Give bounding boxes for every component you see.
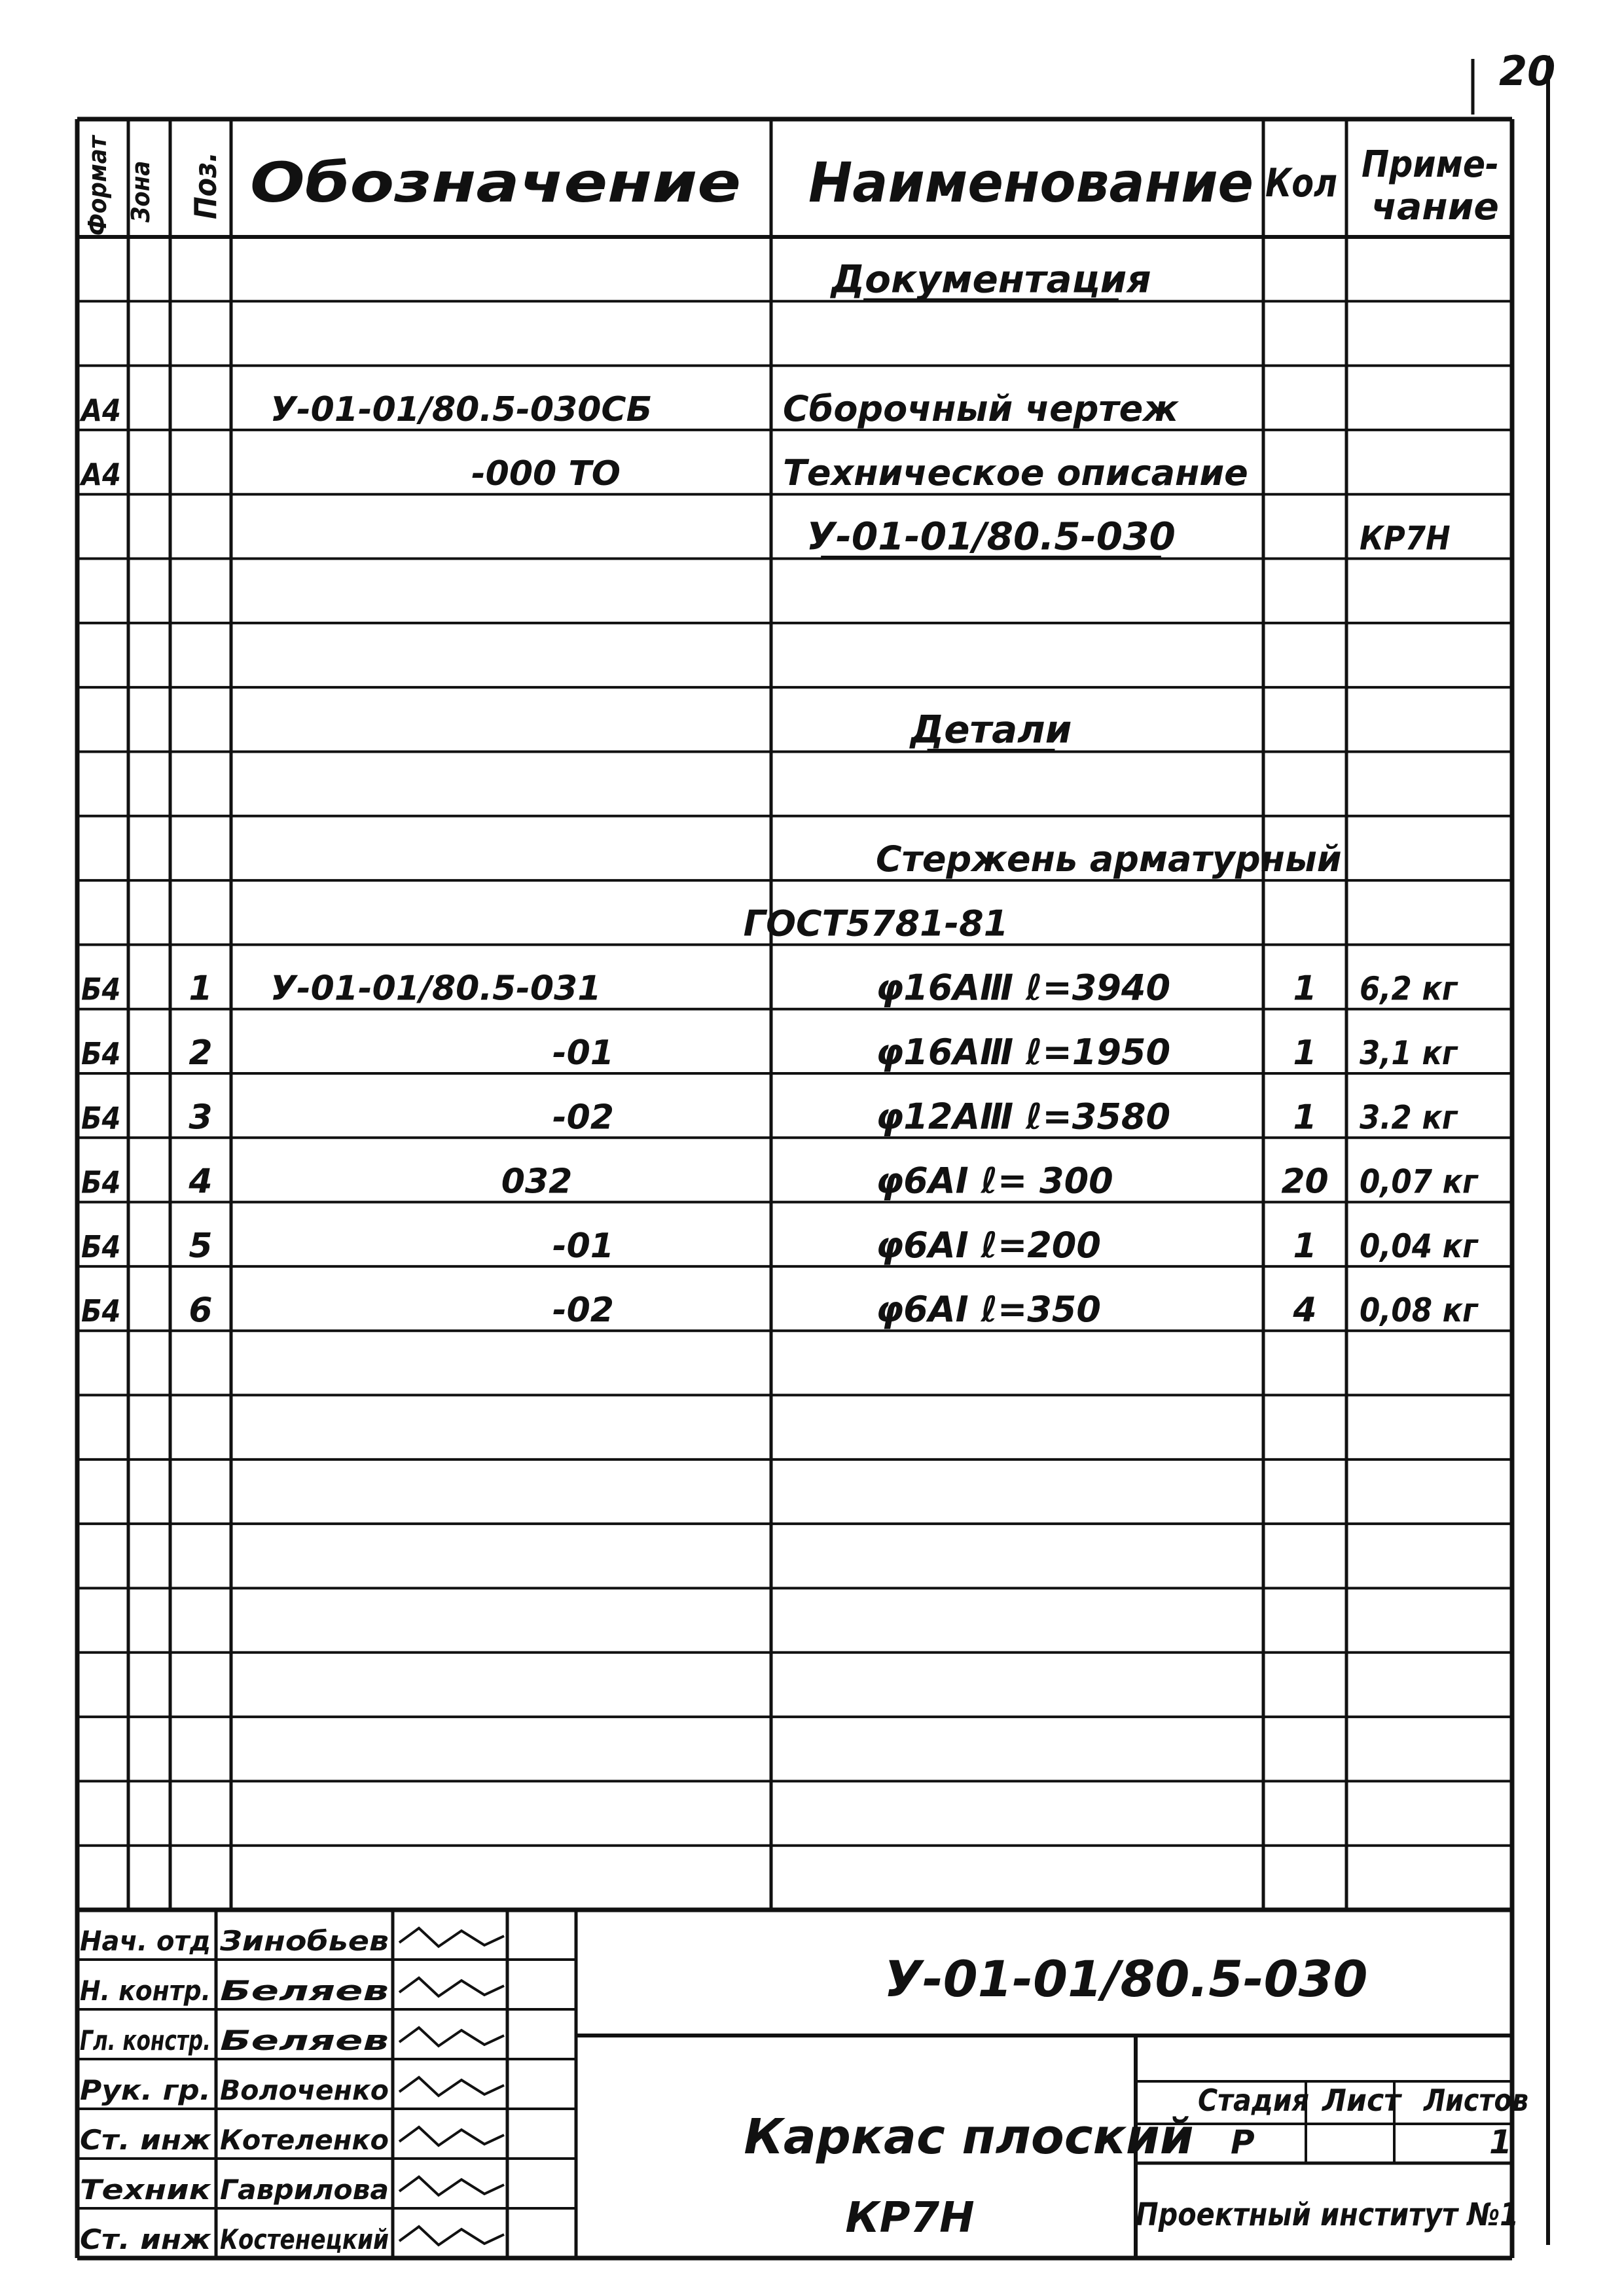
cell-pos: 3 xyxy=(189,1098,213,1138)
cell-name: φ6АⅠ ℓ=350 xyxy=(876,1289,1101,1331)
cell-designation: 032 xyxy=(501,1162,573,1202)
cell-qty: 1 xyxy=(1293,1033,1317,1073)
handwritten-signature xyxy=(399,2028,504,2046)
cell-name: У-01-01/80.5-030 xyxy=(806,514,1176,559)
cell-name: Детали xyxy=(910,707,1072,752)
handwritten-signature xyxy=(399,2077,504,2096)
cell-designation: -01 xyxy=(552,1033,614,1073)
cell-name: Документация xyxy=(831,257,1151,302)
handwritten-signature xyxy=(399,2177,504,2195)
cell-note: 0,04 кг xyxy=(1360,1227,1478,1265)
table-header xyxy=(83,134,1499,236)
doc-code: У-01-01/80.5-030 xyxy=(884,1950,1368,2008)
signature-name: Котеленко xyxy=(220,2124,389,2156)
signature-role: Ст. инж xyxy=(80,2223,212,2255)
signature-role: Техник xyxy=(80,2174,212,2206)
signature-name: Беляев xyxy=(220,1975,389,2007)
signature-name: Гаврилова xyxy=(220,2174,389,2206)
cell-qty: 1 xyxy=(1293,1098,1317,1138)
header-note-line2: чание xyxy=(1371,186,1499,228)
handwritten-signature xyxy=(399,2127,504,2145)
sheet-label: Лист xyxy=(1320,2083,1403,2118)
table-body xyxy=(79,257,1479,1330)
header-qty: Кол xyxy=(1265,160,1337,206)
cell-format: Б4 xyxy=(81,1229,121,1265)
header-name: Наименование xyxy=(808,151,1254,215)
header-pos: Поз. xyxy=(188,152,223,219)
cell-pos: 1 xyxy=(189,969,213,1009)
cell-pos: 2 xyxy=(189,1033,213,1073)
cell-format: Б4 xyxy=(81,971,121,1007)
header-designation: Обозначение xyxy=(250,151,741,215)
cell-designation: У-01-01/80.5-030СБ xyxy=(270,389,653,429)
cell-pos: 6 xyxy=(189,1291,213,1331)
handwritten-signature xyxy=(399,1928,504,1946)
signature-role: Рук. гр. xyxy=(80,2074,211,2106)
cell-name: φ6АⅠ ℓ=200 xyxy=(876,1224,1101,1266)
cell-note: 0,08 кг xyxy=(1360,1291,1478,1330)
cell-format: Б4 xyxy=(81,1164,121,1200)
cell-name: φ6АⅠ ℓ= 300 xyxy=(876,1160,1113,1202)
cell-format: Б4 xyxy=(81,1036,121,1071)
cell-name: φ16АⅢ ℓ=1950 xyxy=(876,1031,1171,1073)
cell-designation: -000 ТО xyxy=(471,454,621,494)
cell-format: Б4 xyxy=(81,1293,121,1329)
title-line1: Каркас плоский xyxy=(744,2109,1194,2165)
cell-name: φ12АⅢ ℓ=3580 xyxy=(876,1096,1171,1138)
signature-name: Беляев xyxy=(220,2024,389,2056)
cell-qty: 4 xyxy=(1293,1291,1317,1331)
cell-qty: 1 xyxy=(1293,969,1317,1009)
cell-qty: 1 xyxy=(1293,1226,1317,1266)
cell-name: Стержень арматурный xyxy=(876,838,1342,880)
signature-name: Волоченко xyxy=(220,2074,389,2106)
handwritten-signature xyxy=(399,2227,504,2245)
cell-name: Техническое описание xyxy=(783,452,1248,494)
organization: Проектный институт №1 xyxy=(1136,2197,1519,2233)
signature-name: Зинобьев xyxy=(220,1925,389,1957)
cell-name: Сборочный чертеж xyxy=(783,387,1179,429)
title-line2: КР7Н xyxy=(845,2194,975,2242)
cell-note: 3,1 кг xyxy=(1360,1034,1458,1072)
signature-role: Гл. констр. xyxy=(80,2024,211,2056)
header-format: Формат xyxy=(83,135,112,236)
header-note-line1: Приме- xyxy=(1362,143,1499,186)
handwritten-signature xyxy=(399,1978,504,1996)
signature-role: Ст. инж xyxy=(80,2124,212,2156)
signature-role: Н. контр. xyxy=(80,1975,211,2007)
stage-value: Р xyxy=(1231,2123,1255,2161)
cell-pos: 5 xyxy=(189,1226,213,1266)
cell-format: А4 xyxy=(81,457,121,493)
stage-label: Стадия xyxy=(1198,2083,1309,2118)
page-number: 20 xyxy=(1499,47,1556,95)
sheets-value: 1 xyxy=(1489,2123,1512,2161)
cell-designation: -02 xyxy=(552,1098,614,1138)
cell-name: ГОСТ5781-81 xyxy=(743,903,1009,944)
cell-pos: 4 xyxy=(189,1162,213,1202)
signature-list xyxy=(80,1925,504,2255)
cell-designation: У-01-01/80.5-031 xyxy=(270,969,602,1009)
cell-note: 3.2 кг xyxy=(1360,1098,1458,1137)
cell-note: КР7Н xyxy=(1360,519,1451,558)
cell-designation: -01 xyxy=(552,1226,614,1266)
header-zone: Зона xyxy=(126,160,155,223)
cell-format: А4 xyxy=(81,392,121,428)
signature-name: Костенецкий xyxy=(220,2223,389,2255)
signature-role: Нач. отд xyxy=(80,1925,211,1957)
cell-note: 6,2 кг xyxy=(1360,969,1458,1008)
cell-designation: -02 xyxy=(552,1291,614,1331)
sheets-label: Листов xyxy=(1422,2083,1528,2118)
cell-name: φ16АⅢ ℓ=3940 xyxy=(876,967,1171,1009)
cell-format: Б4 xyxy=(81,1100,121,1136)
cell-qty: 20 xyxy=(1281,1162,1329,1202)
cell-note: 0,07 кг xyxy=(1360,1162,1478,1201)
